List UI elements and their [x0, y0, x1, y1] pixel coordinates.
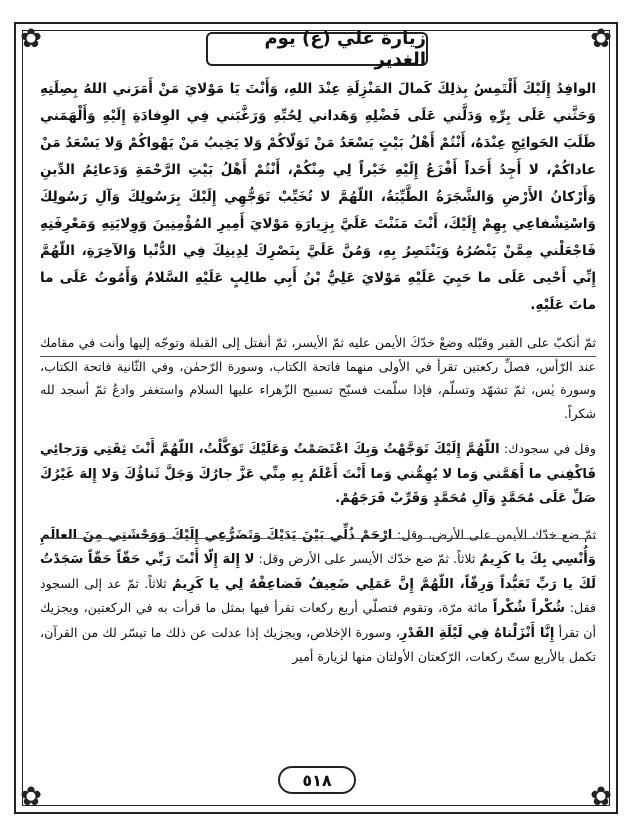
- quran-verse-text: إِنَّا أَنْزَلْناهُ فِي لَيْلَةِ القَدْرِ: [399, 625, 555, 641]
- sujud-paragraph: [40, 437, 596, 511]
- dua-text: شُكْراً شُكْراً: [492, 601, 565, 616]
- section-divider: [40, 356, 596, 357]
- instruction-paragraph: ثمّ أنكبّ على القبر وقبّله وضعْ خدّكَ الأيمن عليه ثمّ الأيسر، ثمّ أنفتل إلى القبلة وتوجّه إليها وأنت في مقامك عند الرّأس، فصلِّ ركعتين تقرأ في الأولى منهما فاتحة الكتاب، وسورة الرّحمٰن، وفي الثّانية فاتحة الكتاب، وسورة يٰس، ثمّ تشهّد وتسلّم، فإذا سلّمت فسبّح تسبيح الزّهراء عليها السلام واستغفر وادعُ ثمّ أسجد لله شكراً.: [40, 335, 596, 421]
- page-body: [40, 76, 596, 669]
- header-title-box: [206, 28, 428, 70]
- instruction-text: مائة مرّة، وتقوم فتصلّي أربع ركعات تقرأ فيها بمثل ما قرأت به في الركعتين، ويجزيك أن تقرأ: [40, 600, 597, 640]
- page-number: ٥١٨: [302, 770, 332, 790]
- prayer-paragraph: الوافِدُ إِلَيْكَ أَلْتَمِسُ بِذلِكَ كَمالَ المَنْزِلَةِ عِنْدَ اللهِ، وَأَنْتَ يَا مَوْلايَ مَنْ أَمَرَني اللهُ بِصِلَتِهِ وَحَثَّني عَلَى بِرِّهِ وَدَلَّني عَلَى فَضْلِهِ وَهَداني لِحُبِّهِ وَرَغَّبَني فِي الوِفادَةِ إِلَيْهِ وَأَلْهَمَني طَلَبَ الحَوائِجِ عِنْدَهُ، أَنْتُمْ أَهْلُ بَيْتٍ يَسْعَدُ مَنْ تَوَلّاكُمْ وَلا يَخِيبُ مَنْ يَهْواكُمْ وَلا يَسْعَدُ مَنْ عاداكُمْ، لا أَجِدُ أَحَداً أَفْزَعُ إِلَيْهِ خَيْراً لِي مِنْكُمْ، أَنْتُمْ أَهْلُ بَيْتِ الرَّحْمَةِ وَدَعائِمُ الدِّينِ وَأَرْكانُ الأَرْضِ وَالشَّجَرَةُ الطَّيِّبَةُ، اللّهُمَّ لا تُخَيِّبْ تَوَجُّهِي إِلَيْكَ بِرَسُولِكَ وَآلِ رَسُولِكَ وَاسْتِشْفاعِي بِهِمْ إِلَيْكَ، أَنْتَ مَنَنْتَ عَلَيَّ بِزِيارَةِ مَوْلايَ أَمِيرِ المُؤْمِنِينَ وَوِلايَتِهِ وَمَعْرِفَتِهِ فَاجْعَلْني مِمَّنْ يَنْصُرُهُ وَيَنْتَصِرُ بِهِ، وَمُنَّ عَلَيَّ بِنَصْرِكَ لِدِينِكَ فِي الدُّنْيا وَالآخِرَةِ، اللّهُمَّ إِنِّي أَحْيى عَلَى ما حَيِيَ عَلَيْهِ مَوْلايَ عَلِيُّ بْنُ أَبِي طالِبٍ عَلَيْهِ السَّلامُ وَأَمُوتُ عَلَى ما ماتَ عَلَيْهِ.: [40, 81, 596, 313]
- dua-text: ارْحَمْ ذُلِّي بَيْنَ يَدَيْكَ وَتَضَرُّعِي إِلَيْكَ وَوَحْشَتِي مِنَ العالَمِ وَأُنْسِي بِكَ يا كَرِيمُ: [40, 527, 597, 567]
- instruction-text: ، وسورة الإخلاص، ويجزيك إذا عدلت عن ذلك ما تيسّر لك من القرآن، تكمل بالأربع ستّ ركعات، الرّكعتان الأولتان منها لزيارة أمير: [40, 624, 596, 664]
- page-title: زيارة علي (ع) يوم الغدير: [264, 28, 426, 70]
- ornament-icon: ✿: [590, 782, 612, 812]
- ornament-icon: ✿: [590, 24, 612, 54]
- section-divider: [40, 538, 596, 539]
- instruction-text: ثمّ ضع خدّك الأيمن على الأرض، وقل:: [392, 526, 596, 542]
- ornament-icon: ✿: [20, 782, 42, 812]
- page-number-box: [278, 766, 356, 794]
- final-paragraph: [40, 523, 596, 669]
- ornament-icon: ✿: [20, 24, 42, 54]
- instruction-text: ثلاثاً. ثمّ ضع خدّك الأيسر على الأرض وقل:: [254, 551, 480, 566]
- dua-text: لا إِلهَ إِلّا أَنْتَ رَبِّي حَقّاً حَقّاً سَجَدْتُ لَكَ يا رَبِّ تَعَبُّداً وَرِقّاً، اللّهُمَّ إِنَّ عَمَلِي ضَعِيفٌ فَضاعِفْهُ لِي يا كَرِيمُ: [40, 552, 596, 592]
- instruction-text: ثلاثاً. ثمّ عد إلى السجود فقل:: [40, 575, 596, 615]
- instruction-text: وقل في سجودك:: [499, 441, 596, 456]
- dua-text: اللّهُمَّ إِلَيْكَ تَوَجَّهْتُ وَبِكَ اعْتَصَمْتُ وَعَلَيْكَ تَوَكَّلْتُ، اللّهُمَّ أَنْتَ ثِقَتِي وَرَجائِي فَاكْفِني ما أَهَمَّني وَما لا يُهِمُّني وَما أَنْتَ أَعْلَمُ بِهِ مِنِّي عَزَّ جارُكَ وَجَلَّ ثَناؤُكَ وَلا إِلهَ غَيْرُكَ صَلِّ عَلَى مُحَمَّدٍ وَآلِ مُحَمَّدٍ وَقَرِّبْ فَرَجَهُمْ.: [40, 442, 596, 506]
